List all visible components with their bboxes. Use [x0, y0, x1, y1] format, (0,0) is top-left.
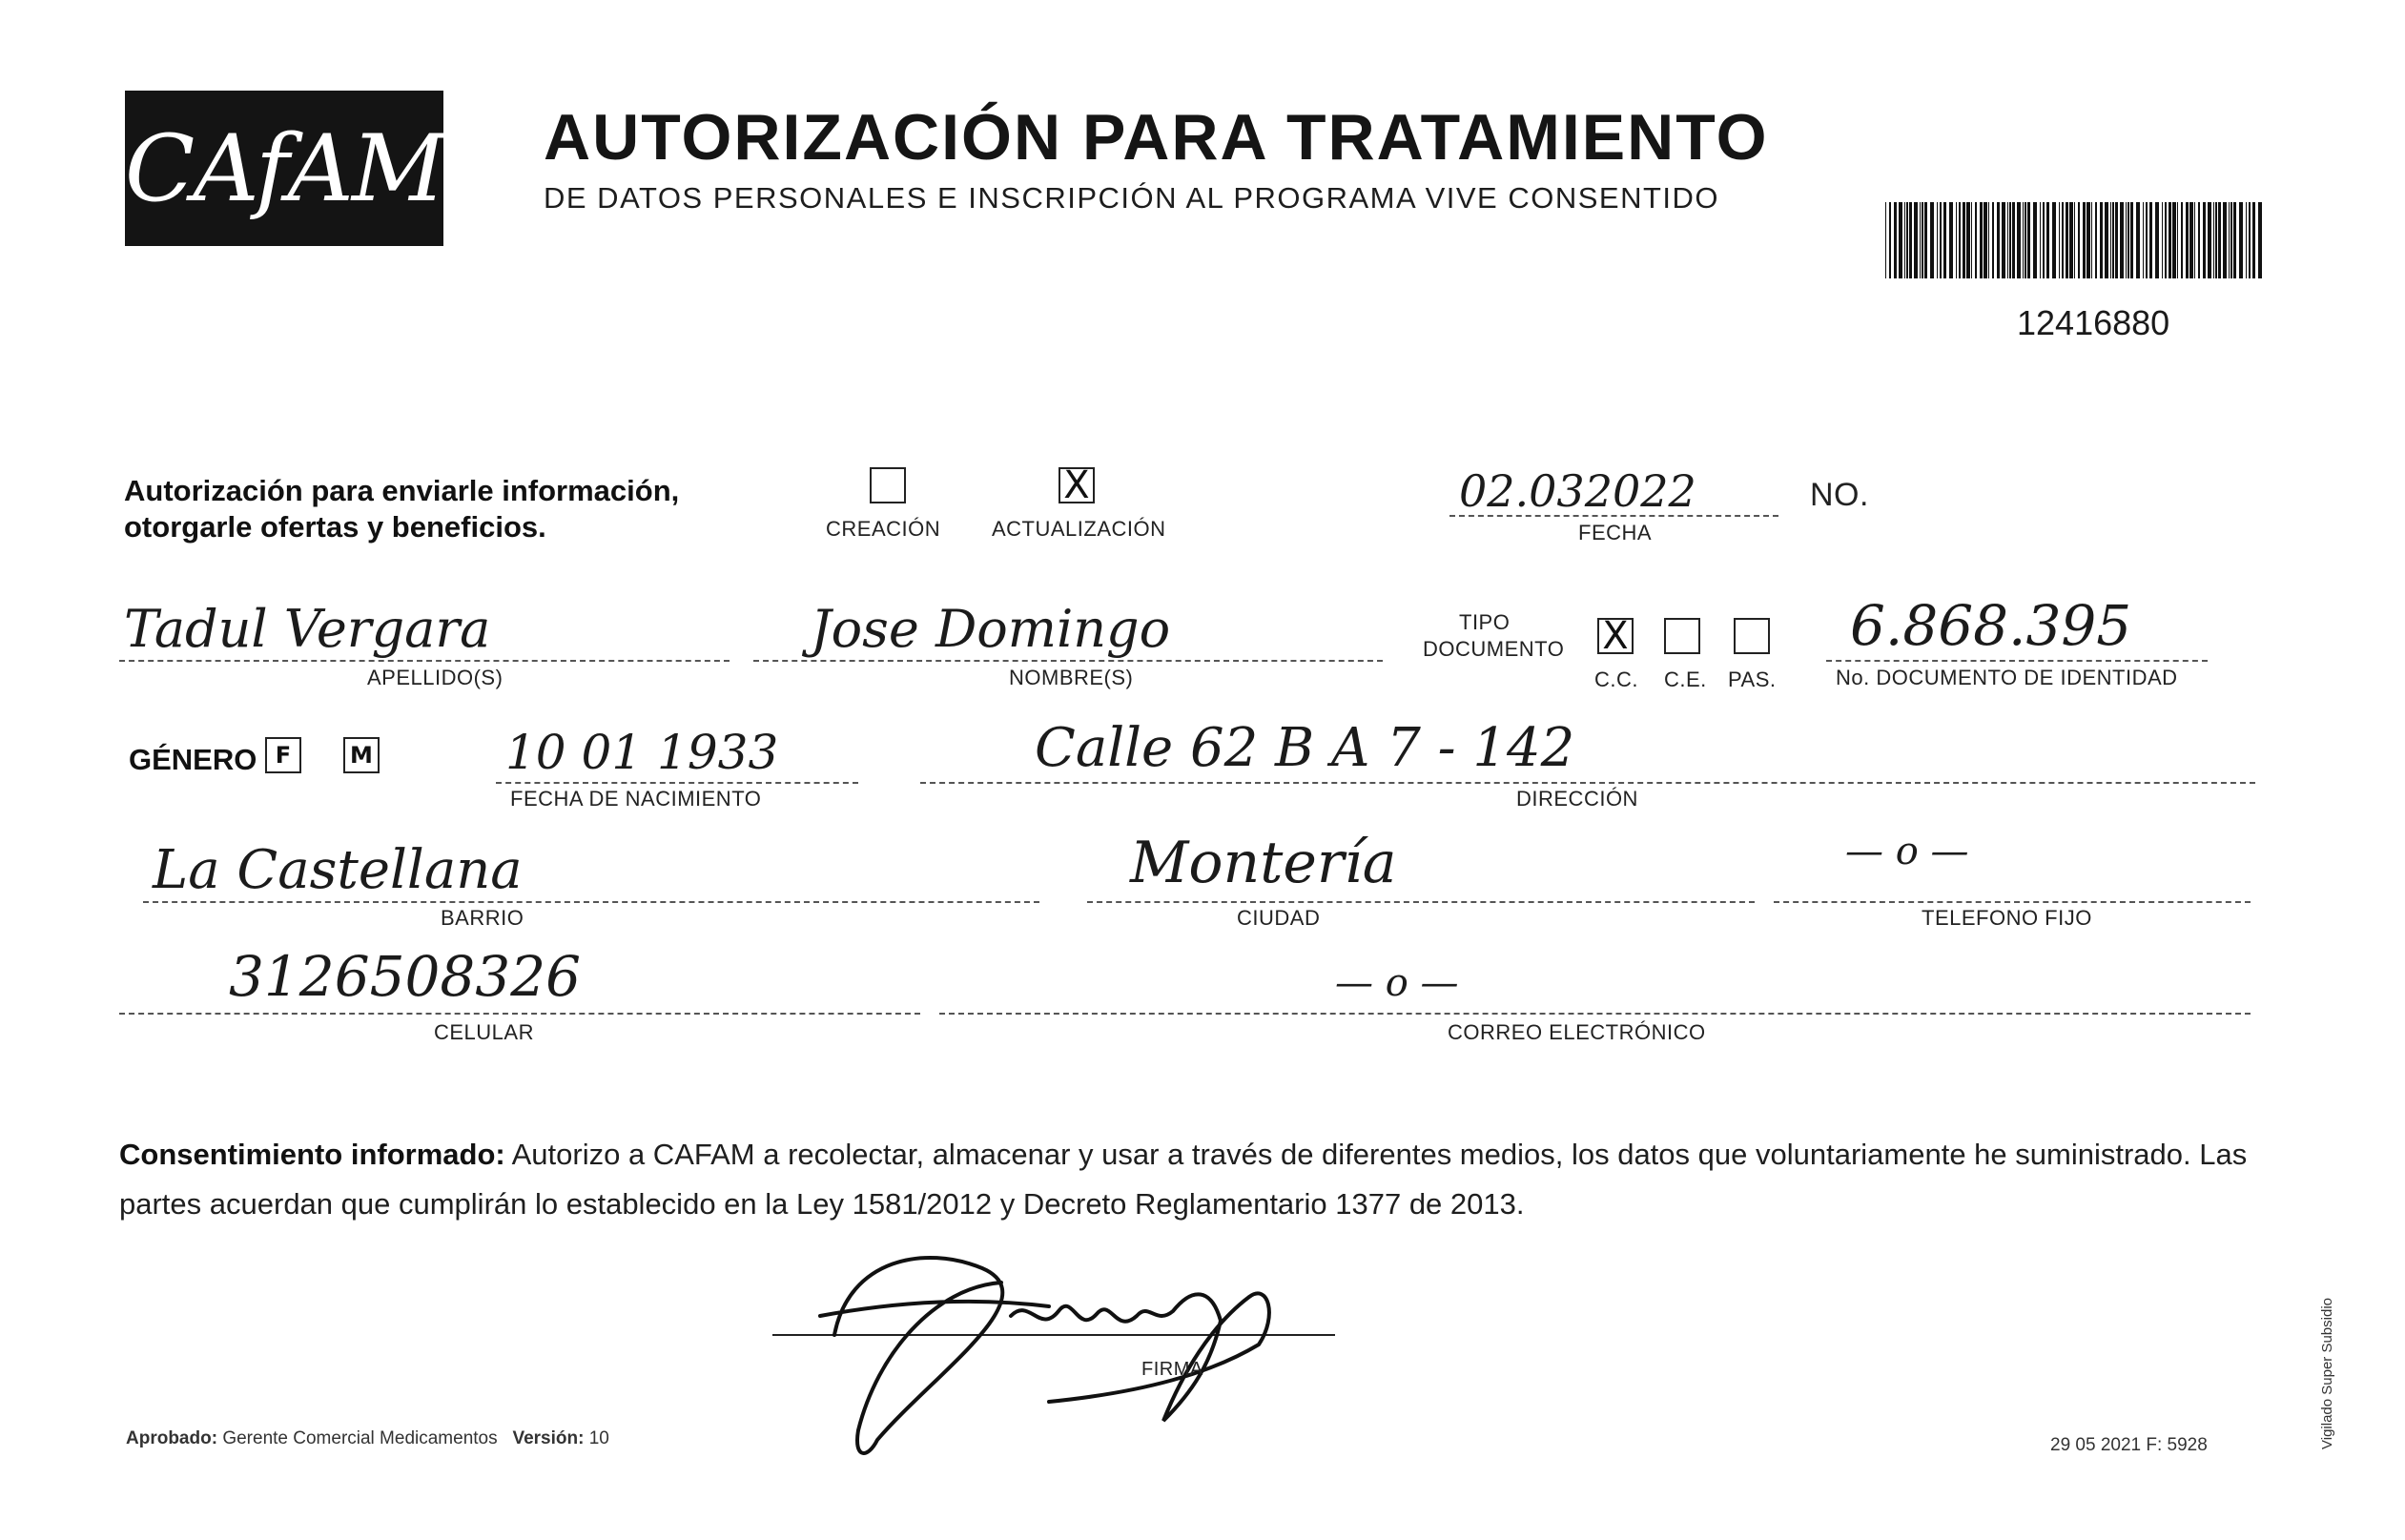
- nombres-value: Jose Domingo: [811, 599, 1171, 659]
- apellidos-label: APELLIDO(S): [367, 666, 504, 689]
- genero-f-label: F: [275, 742, 292, 769]
- barrio-line: [143, 901, 1039, 903]
- creacion-checkbox[interactable]: [870, 467, 906, 503]
- genero-m-checkbox[interactable]: [343, 737, 380, 773]
- aprobado-line: [126, 1428, 609, 1449]
- telefono-line: [1774, 901, 2251, 903]
- documento-label: No. DOCUMENTO DE IDENTIDAD: [1836, 666, 2178, 689]
- cc-checkbox[interactable]: [1597, 614, 1634, 658]
- barcode: [1883, 202, 2265, 278]
- form-title: AUTORIZACIÓN PARA TRATAMIENTO: [544, 101, 1769, 174]
- correo-label: CORREO ELECTRÓNICO: [1448, 1020, 1706, 1044]
- ciudad-value: Montería: [1130, 830, 1397, 896]
- cc-label: C.C.: [1594, 667, 1638, 691]
- fecha-label: FECHA: [1578, 521, 1653, 544]
- version-value: 10: [588, 1428, 609, 1448]
- genero-m-label: M: [350, 742, 373, 769]
- actualizacion-checkbox[interactable]: [1059, 463, 1095, 507]
- barcode-number: 12416880: [2017, 303, 2170, 342]
- ciudad-label: CIUDAD: [1237, 906, 1321, 930]
- consent-lead: Consentimiento informado:: [119, 1138, 505, 1171]
- authorization-label: Autorización para enviarle información, otorgarle ofertas y beneficios.: [124, 474, 680, 544]
- apellidos-line: [119, 660, 730, 662]
- actualizacion-label: ACTUALIZACIÓN: [992, 517, 1166, 541]
- genero-f-checkbox[interactable]: [265, 737, 301, 773]
- telefono-label: TELEFONO FIJO: [1922, 906, 2092, 930]
- direccion-label: DIRECCIÓN: [1516, 787, 1638, 811]
- firma-label: FIRMA: [1141, 1359, 1203, 1380]
- documento-value: 6.868.395: [1850, 593, 2132, 658]
- nacimiento-line: [496, 782, 858, 784]
- celular-line: [119, 1013, 920, 1015]
- ce-label: C.E.: [1664, 667, 1707, 691]
- celular-label: CELULAR: [434, 1020, 534, 1044]
- nombres-line: [753, 660, 1383, 662]
- celular-value: 3126508326: [229, 944, 582, 1009]
- telefono-value: — o —: [1845, 830, 1969, 873]
- side-text: [2319, 1240, 2342, 1449]
- aprobado-value: Gerente Comercial Medicamentos: [222, 1428, 498, 1448]
- barrio-label: BARRIO: [441, 906, 524, 930]
- pas-checkbox[interactable]: [1734, 618, 1770, 654]
- barrio-value: La Castellana: [153, 839, 523, 901]
- no-label: NO.: [1810, 477, 1869, 513]
- signature-drawing: [763, 1230, 1354, 1468]
- ciudad-line: [1087, 901, 1755, 903]
- apellidos-value: Tadul Vergara: [124, 599, 491, 659]
- correo-value: — o —: [1335, 961, 1459, 1005]
- cc-mark: X: [1602, 614, 1629, 658]
- fecha-line: [1449, 515, 1778, 517]
- ce-checkbox[interactable]: [1664, 618, 1700, 654]
- direccion-line: [920, 782, 2255, 784]
- fecha-value: 02.032022: [1459, 465, 1696, 517]
- side-text-label: Vigilado Super Subsidio: [2319, 1297, 2335, 1449]
- actualizacion-mark: X: [1063, 463, 1090, 507]
- consent-paragraph: [119, 1130, 2274, 1229]
- cafam-logo: [125, 91, 443, 246]
- form-subtitle: DE DATOS PERSONALES E INSCRIPCIÓN AL PROGRAMA VIVE CONSENTIDO: [544, 181, 1720, 215]
- tipo-documento-label-1: TIPO: [1459, 610, 1511, 634]
- documento-line: [1826, 660, 2208, 662]
- logo-text: CAfAM: [124, 114, 444, 222]
- version-label: Versión:: [512, 1428, 585, 1448]
- consent-text: Autorizo a CAFAM a recolectar, almacenar y usar a través de diferentes medios, los datos que voluntariamente he suministrado. Las partes acuerdan que cumplirán lo establecido en la Ley 1581/2012 y Decreto Reglamentario 1377 de 2013.: [119, 1138, 2248, 1221]
- correo-line: [939, 1013, 2251, 1015]
- nombres-label: NOMBRE(S): [1009, 666, 1134, 689]
- date-code: 29 05 2021 F: 5928: [2050, 1435, 2208, 1455]
- creacion-label: CREACIÓN: [826, 517, 941, 541]
- direccion-value: Calle 62 B A 7 - 142: [1035, 717, 1575, 779]
- aprobado-label: Aprobado:: [126, 1428, 218, 1448]
- pas-label: PAS.: [1728, 667, 1777, 691]
- nacimiento-value: 10 01 1933: [505, 725, 779, 780]
- tipo-documento-label-2: DOCUMENTO: [1423, 637, 1565, 661]
- genero-label: GÉNERO: [129, 743, 257, 776]
- nacimiento-label: FECHA DE NACIMIENTO: [510, 787, 762, 811]
